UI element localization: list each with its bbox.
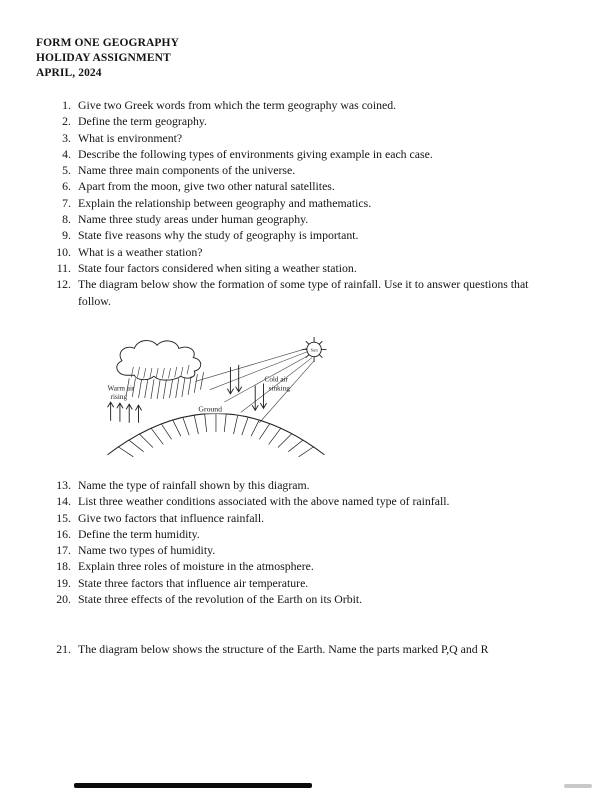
question-number: 17. [56, 543, 71, 558]
question-text: State three effects of the revolution of the Earth on its Orbit. [78, 592, 363, 607]
question-text: Name two types of humidity. [78, 543, 216, 558]
question-text: List three weather conditions associated with the above named type of rainfall. [78, 494, 450, 509]
question-item [50, 575, 564, 591]
question-item [50, 558, 564, 574]
question-text: The diagram below show the formation of some type of rainfall. Use it to answer questions that follow. [78, 277, 529, 308]
question-number: 4. [62, 146, 71, 161]
question-list-2 [50, 477, 564, 607]
question-item [50, 227, 564, 243]
question-text: State four factors considered when siting a weather station. [78, 260, 357, 275]
question-text: The diagram below shows the structure of the Earth. Name the parts marked P,Q and R [78, 642, 489, 656]
assignment-header [36, 36, 179, 81]
question-text: Name three main components of the universe. [78, 163, 296, 178]
question-number: 8. [62, 212, 71, 227]
question-list-1 [50, 97, 564, 309]
question-text: Give two factors that influence rainfall. [78, 510, 265, 525]
cloud-icon [117, 341, 201, 381]
question-item [50, 211, 564, 227]
question-text: Explain the relationship between geography and mathematics. [78, 195, 372, 210]
question-item [50, 526, 564, 542]
warm-air-arrows [108, 402, 142, 423]
question-text: State five reasons why the study of geography is important. [78, 228, 359, 243]
header-line-type: HOLIDAY ASSIGNMENT [36, 52, 171, 64]
question-number: 20. [56, 592, 71, 607]
question-item [50, 510, 564, 526]
question-number: 11. [56, 260, 71, 275]
question-item [50, 162, 564, 178]
question-text: What is a weather station? [78, 244, 203, 259]
header-line-course: FORM ONE GEOGRAPHY [36, 37, 179, 49]
rainfall-diagram [100, 336, 334, 462]
question-text: What is environment? [78, 130, 183, 145]
question-number: 19. [56, 575, 71, 590]
question-item [50, 130, 564, 146]
question-number: 1. [62, 98, 71, 112]
question-item [50, 244, 564, 260]
question-number: 10. [56, 244, 71, 259]
scan-artifact-bar [74, 783, 312, 788]
cold-air-label-line1: Cold air [264, 375, 288, 384]
question-item [50, 195, 564, 211]
header-line-date: APRIL, 2024 [36, 67, 102, 79]
warm-air-label-line2: rising [110, 393, 128, 401]
question-item [50, 542, 564, 558]
question-item [50, 276, 564, 309]
warm-air-label-line1: Warm air [107, 384, 135, 393]
ground-hatch [118, 413, 314, 456]
question-item [50, 493, 564, 509]
question-number: 18. [56, 559, 71, 574]
question-number: 6. [62, 179, 71, 194]
question-number: 7. [62, 195, 71, 210]
question-number: 3. [62, 130, 71, 145]
question-text: Name three study areas under human geography. [78, 212, 309, 227]
question-text: Define the term geography. [78, 114, 207, 129]
question-item [50, 146, 564, 162]
question-item [50, 477, 564, 493]
question-number: 16. [56, 526, 71, 541]
question-list-3 [50, 641, 564, 657]
question-item [50, 113, 564, 129]
question-number: 15. [56, 510, 71, 525]
question-item [50, 97, 564, 113]
question-text: Describe the following types of environments giving example in each case. [78, 146, 433, 161]
question-item [50, 591, 564, 607]
question-item [50, 641, 564, 657]
question-text: Explain three roles of moisture in the atmosphere. [78, 559, 314, 574]
question-number: 2. [62, 114, 71, 129]
cold-air-label-line2: sinking [268, 384, 290, 393]
question-number: 9. [62, 228, 71, 243]
question-text: Give two Greek words from which the term geography was coined. [78, 98, 397, 112]
question-text: Apart from the moon, give two other natural satellites. [78, 179, 335, 194]
question-number: 14. [56, 494, 71, 509]
question-item [50, 178, 564, 194]
ground-label: Ground [198, 404, 223, 414]
question-number: 21. [56, 642, 71, 656]
question-text: Define the term humidity. [78, 526, 200, 541]
question-number: 13. [56, 478, 71, 492]
question-text: Name the type of rainfall shown by this diagram. [78, 478, 310, 492]
scan-artifact-smudge [564, 784, 592, 788]
question-number: 12. [56, 277, 71, 292]
sun-label: Sun [310, 348, 318, 354]
question-text: State three factors that influence air temperature. [78, 575, 309, 590]
question-item [50, 260, 564, 276]
question-number: 5. [62, 163, 71, 178]
